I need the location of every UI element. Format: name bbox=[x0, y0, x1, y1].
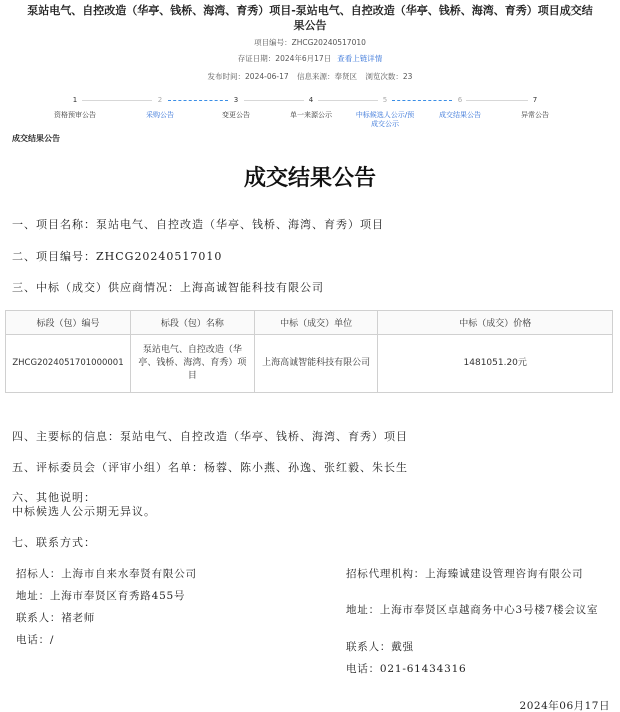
step-label: 异常公告 bbox=[521, 111, 549, 119]
step-single-source[interactable] bbox=[269, 95, 353, 120]
step-abnormal[interactable] bbox=[493, 95, 577, 120]
step-candidate[interactable] bbox=[343, 95, 427, 129]
result-table bbox=[5, 310, 613, 393]
project-number-label: 项目编号： bbox=[254, 38, 292, 47]
views-count: 23 bbox=[402, 72, 413, 81]
agent-contact-person: 联系人：戴强 bbox=[346, 641, 414, 653]
step-number: 5 bbox=[382, 96, 388, 104]
column-header: 中标（成交）价格 bbox=[378, 311, 613, 335]
step-number: 4 bbox=[308, 96, 314, 104]
step-procurement[interactable] bbox=[118, 95, 202, 120]
step-label: 资格预审公告 bbox=[54, 111, 96, 119]
notice-title: 泵站电气、自控改造（华亭、钱桥、海湾、育秀）项目-泵站电气、自控改造（华亭、钱桥、海湾、育秀）项目成交结果公告 bbox=[27, 4, 593, 32]
price-cell: 1481051.20元 bbox=[378, 335, 613, 393]
step-number: 2 bbox=[157, 96, 163, 104]
view-chain-link[interactable]: 查看上链详情 bbox=[337, 54, 383, 63]
buyer-name: 招标人：上海市自来水奉贤有限公司 bbox=[16, 568, 197, 580]
table-header-row bbox=[6, 311, 613, 335]
agent-phone: 电话：021-61434316 bbox=[346, 663, 467, 675]
project-name-item: 一、项目名称：泵站电气、自控改造（华亭、钱桥、海湾、育秀）项目 bbox=[12, 218, 384, 231]
source: 奉贤区 bbox=[334, 72, 358, 81]
step-label: 成交结果公告 bbox=[439, 111, 481, 119]
archive-line bbox=[0, 53, 620, 64]
step-prequalification[interactable] bbox=[33, 95, 117, 120]
buyer-phone: 电话：/ bbox=[16, 634, 55, 646]
project-number: ZHCG20240517010 bbox=[291, 38, 366, 47]
step-label: 变更公告 bbox=[222, 111, 250, 119]
agent-name: 招标代理机构：上海臻诚建设管理咨询有限公司 bbox=[346, 568, 584, 580]
column-header: 标段（包）名称 bbox=[130, 311, 254, 335]
column-header: 中标（成交）单位 bbox=[254, 311, 378, 335]
step-label: 采购公告 bbox=[146, 111, 174, 119]
step-label: 中标候选人公示/预成交公示 bbox=[355, 111, 415, 128]
publish-time: 2024-06-17 bbox=[245, 72, 289, 81]
source-label: 信息来源： bbox=[297, 72, 335, 81]
step-number: 6 bbox=[457, 96, 463, 104]
buyer-contact-person: 联系人：褚老师 bbox=[16, 612, 96, 624]
table-row bbox=[6, 335, 613, 393]
other-notes-title: 六、其他说明： bbox=[12, 491, 96, 504]
step-label: 单一来源公示 bbox=[290, 111, 332, 119]
other-notes-text: 中标候选人公示期无异议。 bbox=[12, 505, 156, 518]
process-steps bbox=[0, 95, 620, 131]
step-number: 3 bbox=[233, 96, 239, 104]
subject-item: 四、主要标的信息：泵站电气、自控改造（华亭、钱桥、海湾、育秀）项目 bbox=[12, 430, 408, 443]
winner-cell: 上海高诚智能科技有限公司 bbox=[254, 335, 378, 393]
step-number: 1 bbox=[72, 96, 78, 104]
project-number-item: 二、项目编号：ZHCG20240517010 bbox=[12, 250, 223, 263]
column-header: 标段（包）编号 bbox=[6, 311, 131, 335]
views-label: 浏览次数： bbox=[365, 72, 403, 81]
step-number: 7 bbox=[532, 96, 538, 104]
lot-name-cell: 泵站电气、自控改造（华亭、钱桥、海湾、育秀）项目 bbox=[130, 335, 254, 393]
archive-label: 存证日期： bbox=[237, 54, 276, 63]
publish-info-line bbox=[0, 71, 620, 82]
supplier-item: 三、中标（成交）供应商情况：上海高诚智能科技有限公司 bbox=[12, 281, 324, 294]
section-tag: 成交结果公告 bbox=[12, 134, 60, 143]
notice-date: 2024年06月17日 bbox=[519, 700, 610, 712]
contact-title: 七、联系方式： bbox=[12, 536, 96, 549]
committee-item: 五、评标委员会（评审小组）名单：杨蓉、陈小燕、孙逸、张红毅、朱长生 bbox=[12, 461, 408, 474]
archive-date: 2024年6月17日 bbox=[275, 54, 332, 63]
project-number-line bbox=[0, 37, 620, 48]
lot-number-cell: ZHCG2024051701000001 bbox=[6, 335, 131, 393]
step-change[interactable] bbox=[194, 95, 278, 120]
step-result[interactable] bbox=[418, 95, 502, 120]
page-title: 成交结果公告 bbox=[243, 166, 376, 191]
agent-address: 地址：上海市奉贤区卓越商务中心3号楼7楼会议室 bbox=[346, 604, 599, 616]
publish-label: 发布时间： bbox=[207, 72, 246, 81]
buyer-address: 地址：上海市奉贤区育秀路455号 bbox=[16, 590, 186, 602]
